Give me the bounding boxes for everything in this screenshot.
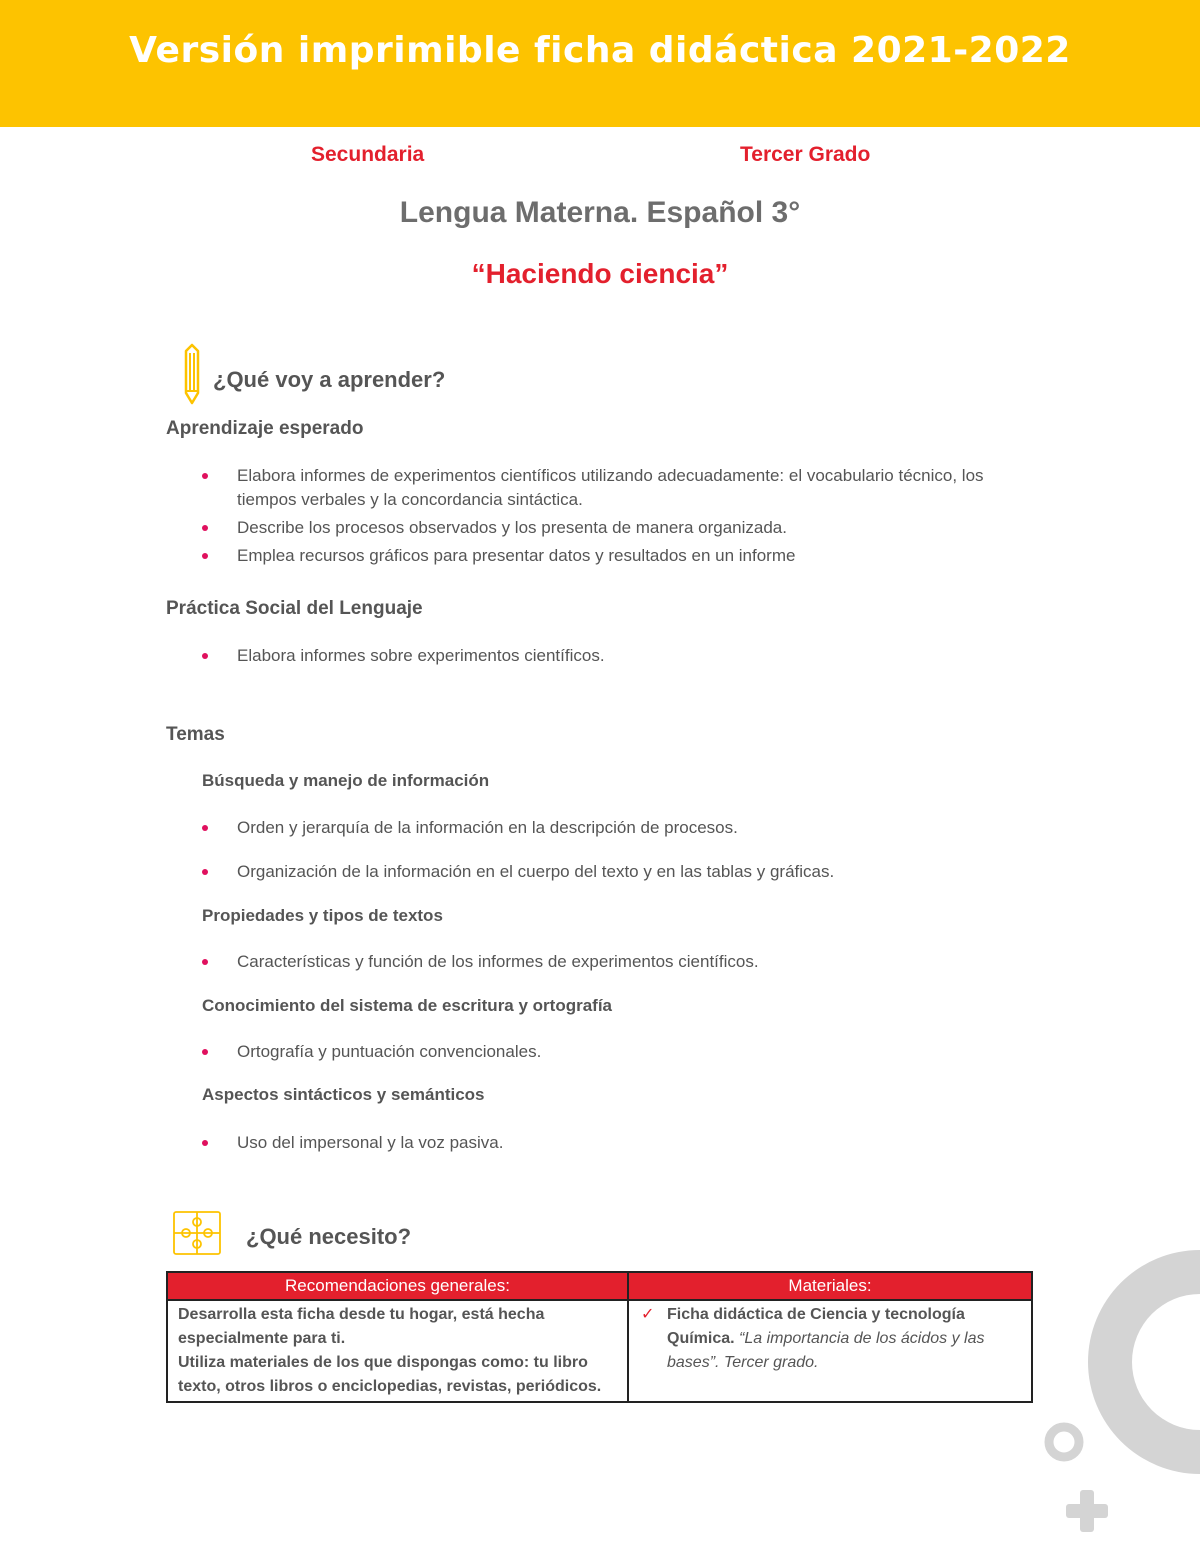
material-title: “La importancia de los ácidos y las bases”.	[667, 1330, 985, 1371]
expected-learning-heading: Aprendizaje esperado	[166, 418, 364, 439]
recommendation-text: Utiliza materiales de los que dispongas como: tu libro texto, otros libros o enciclopedias, revistas, periódicos.	[178, 1354, 602, 1395]
learn-heading: ¿Qué voy a aprender?	[213, 367, 446, 392]
bullet-icon	[202, 869, 208, 875]
theme-list	[200, 1131, 1030, 1159]
bullet-icon	[202, 825, 208, 831]
list-item: Emplea recursos gráficos para presentar datos y resultados en un informe	[200, 544, 1030, 568]
theme-title: Propiedades y tipos de textos	[202, 906, 443, 925]
bullet-icon	[202, 1049, 208, 1055]
decorative-shapes	[1020, 1240, 1200, 1553]
practice-list	[200, 644, 1030, 672]
theme-title: Aspectos sintácticos y semánticos	[202, 1085, 485, 1104]
list-item: Orden y jerarquía de la información en la descripción de procesos.	[200, 816, 1030, 840]
expected-learning-list	[200, 464, 1030, 572]
themes-heading: Temas	[166, 724, 225, 745]
bullet-icon	[202, 553, 208, 559]
recommendations-header: Recomendaciones generales:	[167, 1272, 628, 1300]
list-item: Organización de la información en el cuerpo del texto y en las tablas y gráficas.	[200, 860, 1030, 884]
material-suffix: Tercer grado.	[723, 1354, 819, 1371]
list-item: Elabora informes de experimentos científicos utilizando adecuadamente: el vocabulario técnico, los tiempos verbales y la concordancia sintáctica.	[200, 464, 1030, 512]
theme-list	[200, 950, 1030, 978]
bullet-icon	[202, 473, 208, 479]
header-banner	[0, 0, 1200, 127]
requirements-table	[166, 1271, 1033, 1403]
list-item: Uso del impersonal y la voz pasiva.	[200, 1131, 1030, 1155]
level-label: Secundaria	[311, 143, 425, 166]
need-heading: ¿Qué necesito?	[246, 1224, 412, 1249]
puzzle-icon	[172, 1210, 222, 1256]
list-item: Ortografía y puntuación convencionales.	[200, 1040, 1030, 1064]
list-item: Características y función de los informes de experimentos científicos.	[200, 950, 1030, 974]
table-row	[167, 1300, 1032, 1402]
list-item: Describe los procesos observados y los presenta de manera organizada.	[200, 516, 1030, 540]
materials-header: Materiales:	[628, 1272, 1032, 1300]
practice-heading: Práctica Social del Lenguaje	[166, 598, 423, 619]
material-prefix: Ficha didáctica de Ciencia y tecnología Química.	[667, 1306, 965, 1347]
theme-list	[200, 816, 1030, 888]
subject-title: Lengua Materna. Español 3°	[399, 196, 801, 229]
banner-title: Versión imprimible ficha didáctica 2021-2022	[129, 30, 1071, 71]
theme-title: Búsqueda y manejo de información	[202, 771, 490, 790]
pencil-icon	[180, 343, 204, 405]
bullet-icon	[202, 525, 208, 531]
theme-title: Conocimiento del sistema de escritura y ortografía	[202, 996, 613, 1015]
bullet-icon	[202, 959, 208, 965]
materials-cell	[628, 1300, 1032, 1402]
theme-list	[200, 1040, 1030, 1068]
recommendation-text: Desarrolla esta ficha desde tu hogar, está hecha especialmente para ti.	[178, 1306, 545, 1347]
topic-title: “Haciendo ciencia”	[471, 258, 729, 289]
bullet-icon	[202, 653, 208, 659]
recommendations-cell	[167, 1300, 628, 1402]
check-icon: ✓	[641, 1306, 655, 1323]
grade-label: Tercer Grado	[740, 143, 871, 166]
bullet-icon	[202, 1140, 208, 1146]
list-item: Elabora informes sobre experimentos científicos.	[200, 644, 1030, 668]
